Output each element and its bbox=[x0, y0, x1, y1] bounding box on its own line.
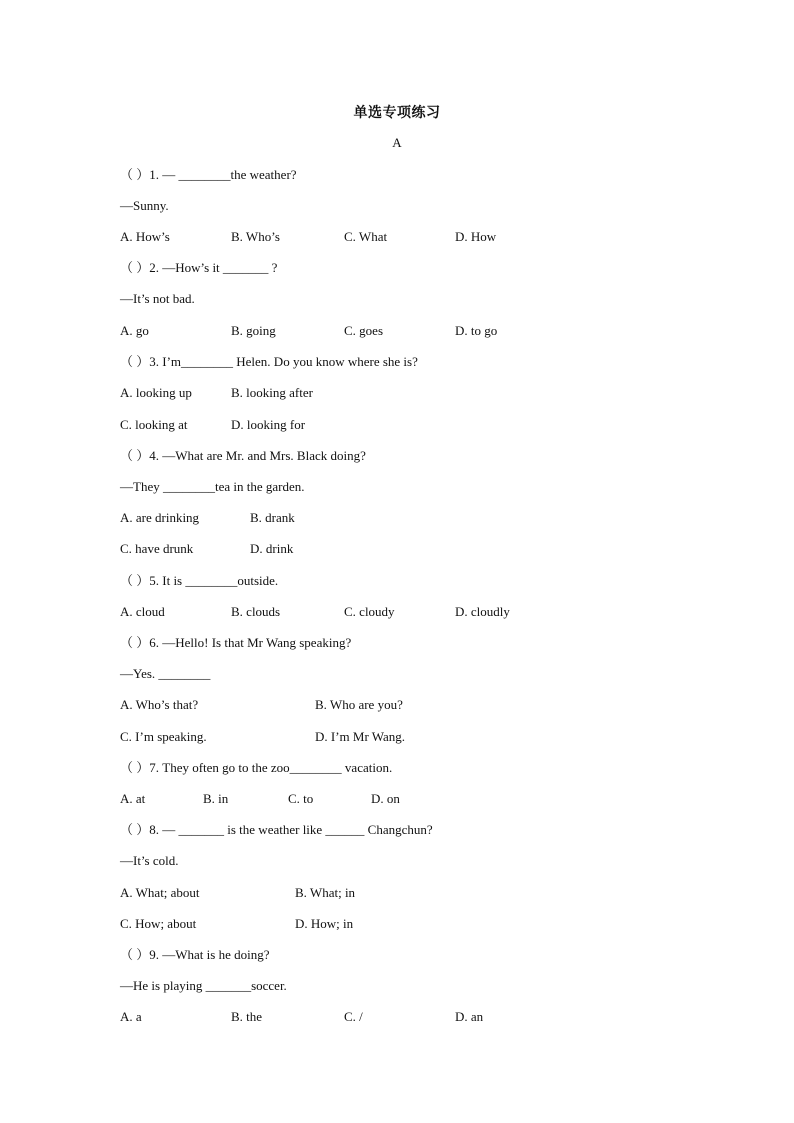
option-b: B. clouds bbox=[231, 604, 281, 619]
option-a: A. cloud bbox=[120, 604, 165, 619]
option-a: A. How’s bbox=[120, 229, 170, 244]
question-reply: —He is playing _______soccer. bbox=[120, 978, 287, 993]
option-d: D. to go bbox=[455, 323, 498, 338]
option-b: B. looking after bbox=[231, 385, 313, 400]
option-b: B. What; in bbox=[295, 885, 356, 900]
question-stem: （ ）5. It is ________outside. bbox=[120, 573, 279, 588]
question-reply: —It’s cold. bbox=[120, 853, 179, 868]
option-d: D. I’m Mr Wang. bbox=[315, 729, 406, 744]
question-stem: （ ）8. — _______ is the weather like ______ Changchun? bbox=[120, 822, 433, 837]
question-stem: （ ）7. They often go to the zoo________ vacation. bbox=[120, 760, 393, 775]
option-b: B. the bbox=[231, 1009, 263, 1024]
question-stem: （ ）1. — ________the weather? bbox=[120, 167, 297, 182]
option-b: B. in bbox=[203, 791, 229, 806]
option-a: A. a bbox=[120, 1009, 142, 1024]
option-a: A. What; about bbox=[120, 885, 200, 900]
option-c: C. looking at bbox=[120, 417, 188, 432]
question-stem: （ ）9. —What is he doing? bbox=[120, 947, 270, 962]
option-d: D. cloudly bbox=[455, 604, 510, 619]
option-c: C. have drunk bbox=[120, 541, 194, 556]
option-a: A. Who’s that? bbox=[120, 697, 199, 712]
option-c: C. What bbox=[344, 229, 388, 244]
option-d: D. drink bbox=[250, 541, 294, 556]
question-reply: —It’s not bad. bbox=[120, 291, 195, 306]
option-d: D. looking for bbox=[231, 417, 306, 432]
option-d: D. on bbox=[371, 791, 400, 806]
option-a: A. go bbox=[120, 323, 149, 338]
option-d: D. How bbox=[455, 229, 497, 244]
question-stem: （ ）6. —Hello! Is that Mr Wang speaking? bbox=[120, 635, 352, 650]
option-c: C. I’m speaking. bbox=[120, 729, 207, 744]
option-c: C. How; about bbox=[120, 916, 197, 931]
question-reply: —Yes. ________ bbox=[120, 666, 211, 681]
option-c: C. cloudy bbox=[344, 604, 395, 619]
option-c: C. / bbox=[344, 1009, 363, 1024]
question-stem: （ ）4. —What are Mr. and Mrs. Black doing? bbox=[120, 448, 366, 463]
option-d: D. an bbox=[455, 1009, 484, 1024]
page-title: 单选专项练习 bbox=[353, 105, 441, 121]
option-d: D. How; in bbox=[295, 916, 354, 931]
option-a: A. at bbox=[120, 791, 146, 806]
option-b: B. Who are you? bbox=[315, 697, 403, 712]
option-b: B. going bbox=[231, 323, 276, 338]
option-c: C. to bbox=[288, 791, 314, 806]
question-stem: （ ）3. I’m________ Helen. Do you know where she is? bbox=[120, 354, 418, 369]
question-stem: （ ）2. —How’s it _______ ? bbox=[120, 260, 278, 275]
option-a: A. are drinking bbox=[120, 510, 200, 525]
option-c: C. goes bbox=[344, 323, 383, 338]
option-b: B. drank bbox=[250, 510, 295, 525]
question-reply: —They ________tea in the garden. bbox=[120, 479, 305, 494]
option-b: B. Who’s bbox=[231, 229, 280, 244]
option-a: A. looking up bbox=[120, 385, 192, 400]
question-reply: —Sunny. bbox=[120, 198, 169, 213]
section-label: A bbox=[392, 135, 402, 150]
